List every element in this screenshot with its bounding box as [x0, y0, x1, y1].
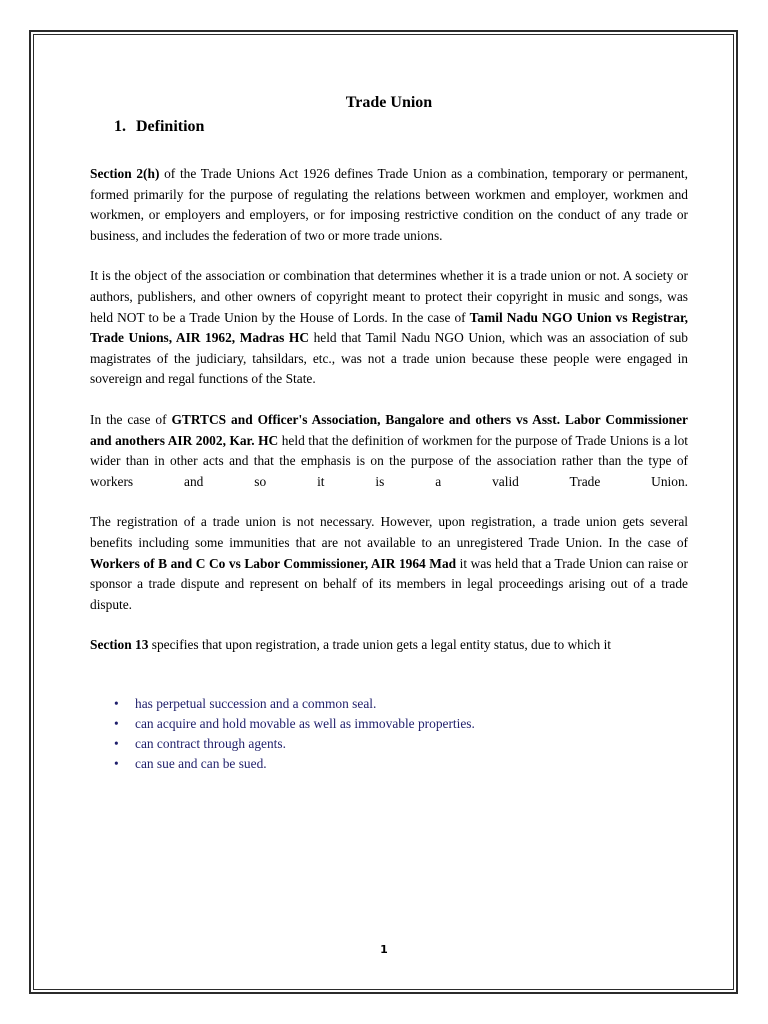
list-item-text: can acquire and hold movable as well as immovable properties. [135, 716, 475, 732]
paragraph-run: specifies that upon registration, a trade union gets a legal entity status, due to which it [148, 637, 612, 653]
section-heading-text: Definition [136, 118, 205, 135]
paragraph-registration [90, 512, 688, 615]
list-item [114, 734, 688, 754]
paragraph-gtrtcs-case [90, 410, 688, 492]
list-item-text: has perpetual succession and a common seal. [135, 695, 377, 711]
document-title: Trade Union [345, 94, 433, 111]
paragraph-run: of the Trade Unions Act 1926 defines Trade Union as a combination, temporary or permanent, formed primarily for the purpose of regulating the relations between workmen and employer, workmen and workmen, or employers and employers, or for imposing restrictive condition on the conduct of any trade or business, and includes the federation of two or more trade unions. [90, 166, 688, 243]
section-heading [114, 116, 688, 138]
list-item [114, 694, 688, 714]
paragraph-run: it was held that a Trade Union can raise or sponsor a trade dispute and represent on behalf of its members in legal proceedings arising out of a trade dispute. [90, 555, 688, 612]
paragraph-run: Tamil Nadu NGO Union vs Registrar, Trade Unions, AIR 1962, Madras HC [90, 309, 689, 346]
section-number: 1. [114, 118, 126, 135]
list-item-text: can sue and can be sued. [135, 756, 267, 772]
page-number: 1 [380, 943, 388, 956]
paragraph-run: Workers of B and C Co vs Labor Commissioner, AIR 1964 Mad [90, 555, 457, 571]
bullet-icon: • [114, 695, 119, 711]
paragraph-run: The registration of a trade union is not necessary. However, upon registration, a trade union gets several benefits including some immunities that are not available to an unregistered Trade Union. In the case of [90, 514, 688, 550]
paragraph-run: held that the definition of workmen for the purpose of Trade Unions is a lot wider than in other acts and that the emphasis is on the purpose of the association rather than the type of workers and so it is a valid Trade Union. [90, 432, 688, 489]
paragraph-run: It is the object of the association or combination that determines whether it is a trade union or not. A society or authors, publishers, and other owners of copyright meant to protect their copyright in music and songs, was held NOT to be a Trade Union by the House of Lords. In the case of [90, 268, 688, 325]
list-item [114, 754, 688, 774]
bullet-icon: • [114, 716, 119, 732]
paragraph-object-of-association [90, 266, 688, 390]
list-item-text: can contract through agents. [135, 736, 286, 752]
paragraph-run: Section 13 [90, 637, 149, 653]
paragraph-run: In the case of [90, 411, 172, 427]
paragraph-run: Section 2(h) [90, 166, 160, 181]
paragraph-run: GTRTCS and Officer's Association, Bangalore and others vs Asst. Labor Commissioner and anothers AIR 2002, Kar. HC [90, 411, 688, 448]
list-item [114, 714, 688, 734]
benefits-list [90, 694, 688, 775]
paragraph-section-13 [90, 635, 688, 656]
paragraph-section-2h [90, 164, 688, 246]
document-body [90, 92, 688, 775]
paragraph-run: held that Tamil Nadu NGO Union, which was an association of sub magistrates of the judiciary, tahsildars, etc., was not a trade union because these people were engaged in sovereign and regal functions of the State. [90, 330, 689, 387]
bullet-icon: • [114, 756, 119, 772]
bullet-icon: • [114, 736, 119, 752]
